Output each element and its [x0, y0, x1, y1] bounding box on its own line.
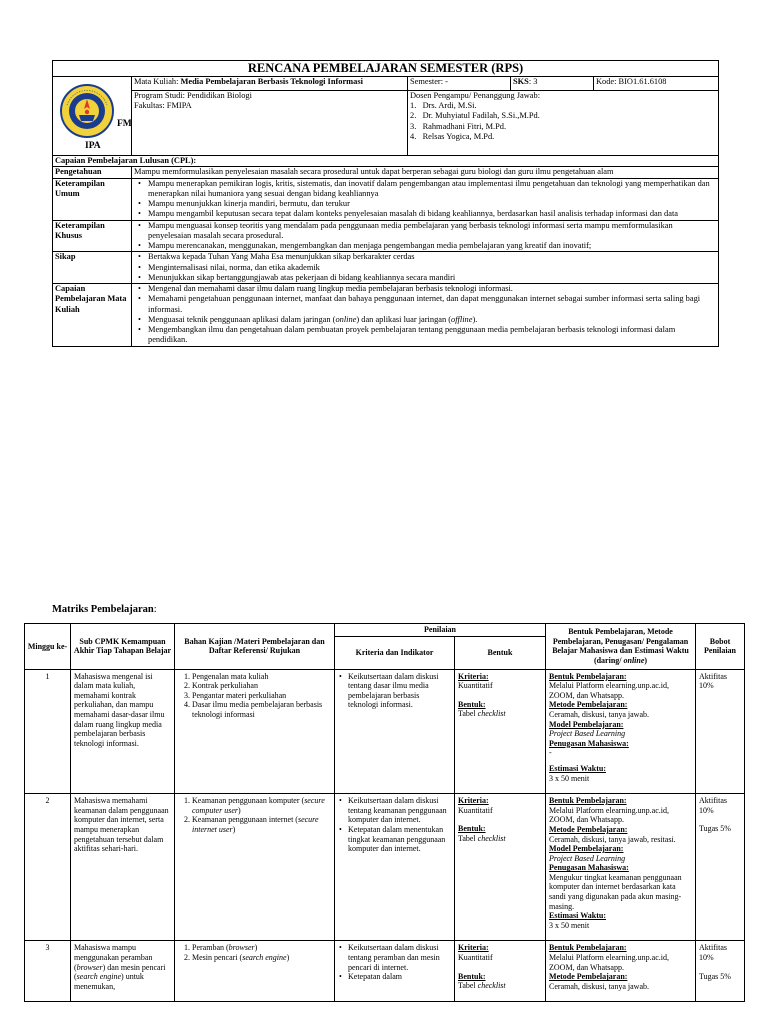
bahan-cell: 1. Peramban (browser) 2. Mesin pencari (search engine)	[175, 941, 335, 1002]
minggu-cell: 1	[25, 669, 71, 794]
bobot-cell: Aktifitas 10% Tugas 5%	[696, 941, 745, 1002]
list-item: • Mampu merencanakan, menggunakan, mengembangkan dan menjaga pengembangan media pembelajaran yang kreatif dan inovatif;	[148, 241, 716, 251]
subcpmk-cell: Mahasiswa mengenal isi dalam mata kuliah, memahami kontrak perkuliahan, dan mampu memahami dasar-dasar ilmu dalam ruang lingkup media pembelajaran berbasis teknologi informasi.	[71, 669, 175, 794]
list-item: • Mengenal dan memahami dasar ilmu dalam ruang lingkup media pembelajaran berbasis teknologi informasi.	[148, 284, 716, 294]
cpmk-list	[132, 284, 719, 347]
list-item: • Menguasai teknik penggunaan aplikasi dalam jaringan (online) dan aplikasi luar jaringan (offline).	[148, 315, 716, 325]
semester-cell: Semester: -	[408, 77, 511, 91]
indikator-cell: • Keikutsertaan dalam diskusi tentang peramban dan mesin pencari di internet. • Ketepatan dalam	[335, 941, 455, 1002]
dosen-label: Dosen Pengampu/ Penanggung Jawab:	[410, 90, 541, 100]
dosen-list	[410, 101, 716, 142]
list-item: • Mampu mengambil keputusan secara tepat dalam konteks penyelesaian masalah di bidang keahliannya, berdasarkan hasil analisis terhadap informasi dan data	[148, 209, 716, 219]
cpl-header: Capaian Pembelajaran Lulusan (CPL):	[53, 156, 719, 167]
program-studi: Program Studi: Pendidikan Biologi	[134, 90, 252, 100]
table-row	[25, 794, 745, 941]
header-bentuk: Bentuk	[455, 636, 546, 669]
pengetahuan-text: Mampu memformulasikan penyelesaian masalah secara prosedural untuk dapat berperan sebagai guru biologi dan guru ilmu pengetahuan alam	[132, 167, 719, 178]
matriks-table	[24, 623, 745, 1002]
pengetahuan-label: Pengetahuan	[53, 167, 132, 178]
table-row	[25, 941, 745, 1002]
mata-kuliah-name: Media Pembelajaran Berbasis Teknologi Informasi	[180, 77, 363, 86]
header-bentuk-pembelajaran: Bentuk Pembelajaran, Metode Pembelajaran, Penugasan/ Pengalaman Belajar Mahasiswa dan Estimasi Waktu (daring/ online)	[546, 624, 696, 670]
sks-label: SKS	[513, 77, 529, 86]
sks-cell	[511, 77, 594, 91]
header-subcpmk: Sub CPMK Kemampuan Akhir Tiap Tahapan Belajar	[71, 624, 175, 670]
list-item: • Mengembangkan ilmu dan pengetahuan dalam pembuatan proyek pembelajaran tentang penggunaan media pembelajaran berbasis teknologi informasi dalam pendidikan.	[148, 325, 716, 346]
list-item: • Memahami pengetahuan penggunaan internet, manfaat dan bahaya penggunaan internet, dan dapat menggunakan internet sebagai sumber informasi serta saling bagi informasi.	[148, 294, 716, 315]
logo-fm-text: FM	[117, 119, 132, 129]
bentuk-cell: Kriteria: Kuantitatif Bentuk: Tabel checklist	[455, 941, 546, 1002]
fakultas: Fakultas: FMIPA	[134, 101, 192, 111]
sikap-list	[132, 252, 719, 284]
dosen-item: 2. Dr. Muhyiatul Fadilah, S.Si.,M.Pd.	[410, 111, 540, 121]
list-item: • Menunjukkan sikap bertanggungjawab atas pekerjaan di bidang keahliannya secara mandiri	[148, 273, 716, 283]
header-minggu: Minggu ke-	[25, 624, 71, 670]
dosen-cell	[408, 90, 719, 155]
bentuk-cell: Kriteria: Kuantitatif Bentuk: Tabel checklist	[455, 794, 546, 941]
table-row	[25, 669, 745, 794]
sikap-label: Sikap	[53, 252, 132, 284]
logo-cell	[53, 77, 132, 156]
kode-cell: Kode: BIO1.61.6108	[594, 77, 719, 91]
minggu-cell: 2	[25, 794, 71, 941]
sks-value: : 3	[528, 77, 538, 86]
header-bobot: Bobot Penilaian	[696, 624, 745, 670]
bobot-cell: Aktifitas 10% Tugas 5%	[696, 794, 745, 941]
dosen-item: 3. Rahmadhani Fitri, M.Pd.	[410, 121, 507, 131]
rps-title: RENCANA PEMBELAJARAN SEMESTER (RPS)	[53, 61, 719, 77]
indikator-cell: • Keikutsertaan dalam diskusi tentang dasar ilmu media pembelajaran berbasis teknologi informasi.	[335, 669, 455, 794]
list-item: • Bertakwa kepada Tuhan Yang Maha Esa menunjukkan sikap berkarakter cerdas	[148, 252, 716, 262]
bahan-cell: 1. Pengenalan mata kuliah 2. Kontrak perkuliahan 3. Pengantar materi perkuliahan 4. Dasar ilmu media pembelajaran berbasis teknologi informasi	[175, 669, 335, 794]
pembelajaran-cell: Bentuk Pembelajaran: Melalui Platform elearning.unp.ac.id, ZOOM, dan Whatsapp. Metode Pembelajaran: Ceramah, diskusi, tanya jawab, resitasi. Model Pembelajaran: Project Based Learning Penugasan Mahasiswa: Mengukur tingkat keamanan penggunaan komputer dan internet berdasarkan kata sandi yang digunakan pada akun masing-masing. Estimasi Waktu: 3 x 50 menit	[546, 794, 696, 941]
minggu-cell: 3	[25, 941, 71, 1002]
list-item: • Menginternalisasi nilai, norma, dan etika akademik	[148, 263, 716, 273]
mata-kuliah-label: Mata Kuliah:	[134, 77, 181, 86]
pembelajaran-cell: Bentuk Pembelajaran: Melalui Platform elearning.unp.ac.id, ZOOM, dan Whatsapp. Metode Pembelajaran: Ceramah, diskusi, tanya jawab. Model Pembelajaran: Project Based Learning Penugasan Mahasiswa: - Estimasi Waktu: 3 x 50 menit	[546, 669, 696, 794]
cpmk-label: Capaian Pembelajaran Mata Kuliah	[53, 284, 132, 347]
subcpmk-cell: Mahasiswa memahami keamanan dalam penggunaan komputer dan internet, serta mampu menerapkan pengetahuan tersebut dalam aktifitas sehari-hari.	[71, 794, 175, 941]
list-item: • Mampu menunjukkan kinerja mandiri, bermutu, dan terukur	[148, 199, 716, 209]
keterampilan-khusus-list	[132, 220, 719, 252]
bentuk-cell: Kriteria: Kuantitatif Bentuk: Tabel checklist	[455, 669, 546, 794]
header-penilaian: Penilaian	[335, 624, 546, 637]
keterampilan-umum-label: Keterampilan Umum	[53, 178, 132, 220]
prodi-cell	[132, 90, 408, 155]
pembelajaran-cell: Bentuk Pembelajaran: Melalui Platform elearning.unp.ac.id, ZOOM, dan Whatsapp. Metode Pembelajaran: Ceramah, diskusi, tanya jawab.	[546, 941, 696, 1002]
rps-table	[52, 60, 719, 347]
list-item: • Mampu menerapkan pemikiran logis, kritis, sistematis, dan inovatif dalam pengembangan atau implementasi ilmu pengetahuan dan teknologi yang memperhatikan dan menerapkan nilai humaniora yang sesuai dengan bidang keahliannya	[148, 179, 716, 200]
university-logo	[59, 83, 115, 139]
mata-kuliah-cell	[132, 77, 408, 91]
bahan-cell: 1. Keamanan penggunaan komputer (secure computer user) 2. Keamanan penggunaan internet (secure internet user)	[175, 794, 335, 941]
header-kriteria: Kriteria dan Indikator	[335, 636, 455, 669]
matriks-title: Matriks Pembelajaran:	[52, 604, 157, 615]
keterampilan-umum-list	[132, 178, 719, 220]
subcpmk-cell: Mahasiswa mampu menggunakan peramban (browser) dan mesin pencari (search engine) untuk menemukan,	[71, 941, 175, 1002]
keterampilan-khusus-label: Keterampilan Khusus	[53, 220, 132, 252]
dosen-item: 1. Drs. Ardi, M.Si.	[410, 101, 477, 111]
indikator-cell: • Keikutsertaan dalam diskusi tentang keamanan penggunaan komputer dan internet. • Ketepatan dalam menentukan tingkat keamanan penggunaan komputer dan internet.	[335, 794, 455, 941]
dosen-item: 4. Relsas Yogica, M.Pd.	[410, 131, 495, 141]
logo-ipa-text: IPA	[85, 141, 101, 151]
bobot-cell: Aktifitas 10%	[696, 669, 745, 794]
header-bahan: Bahan Kajian /Materi Pembelajaran dan Daftar Referensi/ Rujukan	[175, 624, 335, 670]
list-item: • Mampu menguasai konsep teoritis yang mendalam pada penggunaan media pembelajaran yang berbasis teknologi informasi serta mampu memformulasikan penyelesaian masalah secara prosedural.	[148, 221, 716, 242]
